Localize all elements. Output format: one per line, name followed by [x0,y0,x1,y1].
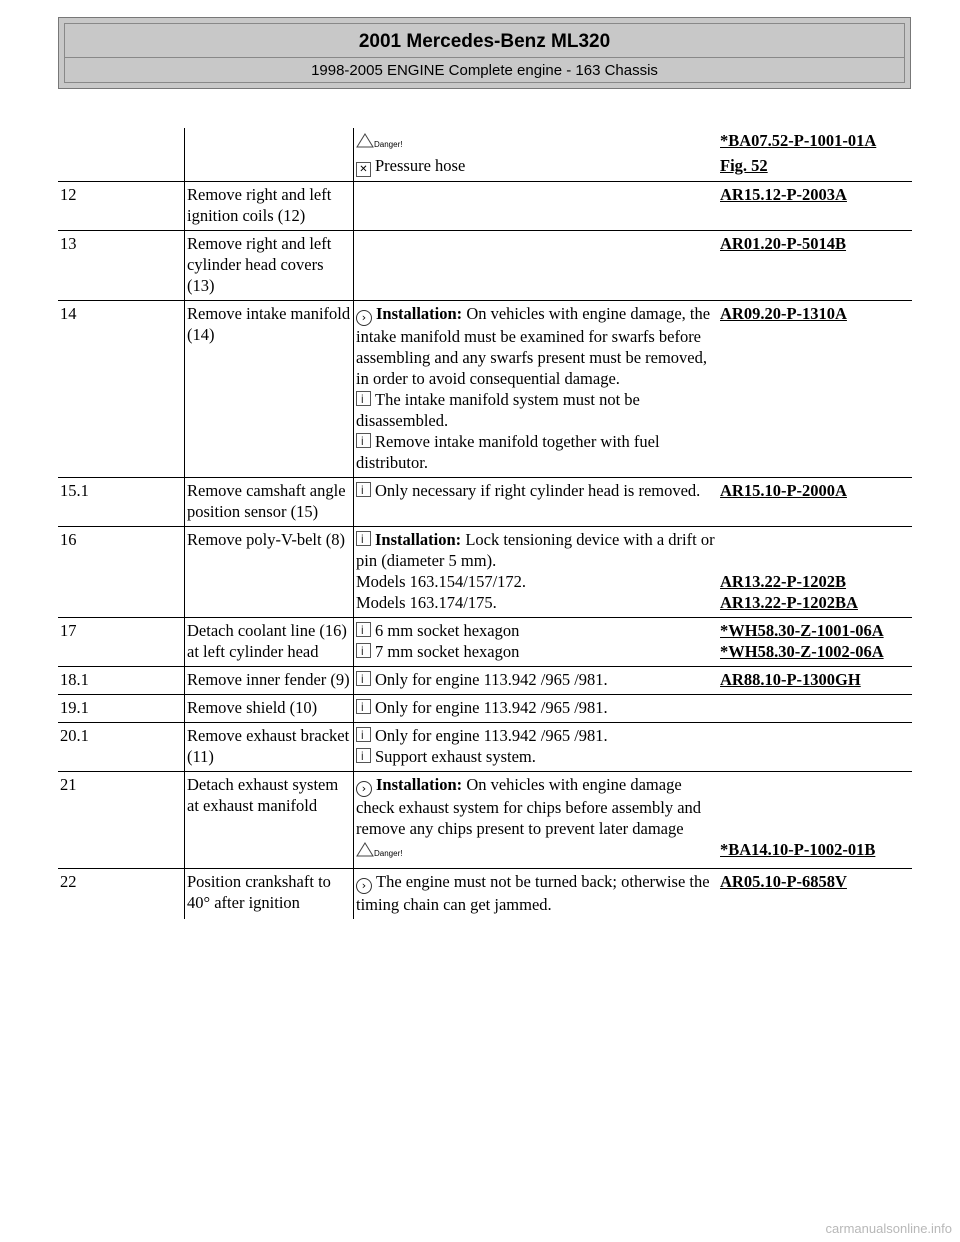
step-number: 19.1 [58,695,185,723]
step-action: Remove right and left ignition coils (12) [185,182,354,231]
reference-link[interactable]: AR01.20-P-5014B [720,234,847,253]
reference-spacer [720,746,910,767]
step-notes [354,772,719,869]
note-line [356,620,716,641]
note-text: Models 163.154/157/172. [356,572,527,591]
step-number: 22 [58,869,185,920]
reference-link[interactable]: AR88.10-P-1300GH [720,670,861,689]
note-text: The intake manifold system must not be disassembled. [356,390,640,430]
table-row [58,527,912,618]
reference-spacer [720,774,910,839]
table-row [58,667,912,695]
step-action: Remove inner fender (9) [185,667,354,695]
step-notes [354,182,719,231]
step-references [718,231,912,301]
table-row [58,772,912,869]
table-row [58,128,912,182]
step-number: 13 [58,231,185,301]
danger-icon [356,841,402,864]
note-text: Only for engine 113.942 /965 /981. [375,726,608,745]
header-inner [64,23,905,83]
step-references [718,527,912,618]
note-emphasis: Installation: [376,304,463,323]
reference-link[interactable]: AR15.12-P-2003A [720,185,847,204]
note-line [356,592,716,613]
step-number: 18.1 [58,667,185,695]
note-line [356,669,716,690]
step-notes [354,478,719,527]
step-references [718,182,912,231]
table-row [58,478,912,527]
note-text: Support exhaust system. [375,747,536,766]
reference-spacer [720,389,910,431]
note-line [356,233,716,254]
reference-link[interactable]: *BA14.10-P-1002-01B [720,840,876,859]
info-icon [356,727,371,742]
reference-link[interactable]: *WH58.30-Z-1001-06A [720,621,884,640]
step-notes [354,231,719,301]
step-notes [354,667,719,695]
reference-spacer [720,697,910,718]
note-line [356,871,716,915]
figure-icon: ✕ [356,162,371,177]
note-text: Only for engine 113.942 /965 /981. [375,670,608,689]
watermark: carmanualsonline.info [825,1221,952,1236]
reference-link[interactable]: AR13.22-P-1202B [720,572,847,591]
info-icon [356,671,371,686]
note-line [356,774,716,839]
step-number [58,128,185,182]
step-notes [354,723,719,772]
step-notes [354,695,719,723]
step-number: 14 [58,301,185,478]
step-action: Remove intake manifold (14) [185,301,354,478]
step-action: Detach coolant line (16) at left cylinder head [185,618,354,667]
note-line [356,571,716,592]
note-text: On vehicles with engine damage, the intake manifold must be examined for swarfs before assembling and any swarfs present must be removed, in order to avoid consequential damage. [356,304,711,388]
note-line [356,697,716,718]
note-line [356,746,716,767]
note-text: Only for engine 113.942 /965 /981. [375,698,608,717]
note-line [356,303,716,389]
note-text: Lock tensioning device with a drift or pin (diameter 5 mm). [356,530,715,570]
note-line [356,130,716,155]
info-icon [356,643,371,658]
step-references [718,618,912,667]
table-row [58,301,912,478]
table-row [58,723,912,772]
arrow-icon: › [356,310,372,326]
step-notes [354,869,719,920]
reference-spacer [720,529,910,571]
note-text: The engine must not be turned back; otherwise the timing chain can get jammed. [356,872,710,914]
note-line [356,155,716,177]
reference-link[interactable]: AR09.20-P-1310A [720,304,847,323]
reference-spacer [720,431,910,473]
info-icon [356,482,371,497]
step-notes [354,301,719,478]
step-number: 21 [58,772,185,869]
reference-link[interactable]: *BA07.52-P-1001-01A [720,131,877,150]
arrow-icon: › [356,781,372,797]
note-emphasis: Installation: [375,530,462,549]
step-number: 16 [58,527,185,618]
step-action: Remove camshaft angle position sensor (15) [185,478,354,527]
reference-link[interactable]: AR15.10-P-2000A [720,481,847,500]
note-line [356,184,716,205]
info-icon [356,622,371,637]
step-references [718,772,912,869]
reference-link[interactable]: *WH58.30-Z-1002-06A [720,642,884,661]
step-action: Position crankshaft to 40° after ignition [185,869,354,920]
header-subtitle: 1998-2005 ENGINE Complete engine - 163 Chassis [311,62,658,79]
step-action: Remove shield (10) [185,695,354,723]
step-references [718,128,912,182]
table-row [58,618,912,667]
info-icon [356,433,371,448]
note-line [356,529,716,571]
note-text: 7 mm socket hexagon [375,642,520,661]
step-number: 20.1 [58,723,185,772]
note-line [356,641,716,662]
reference-link[interactable]: Fig. 52 [720,156,768,175]
table-row [58,869,912,920]
step-references [718,695,912,723]
step-notes [354,527,719,618]
step-action: Remove poly-V-belt (8) [185,527,354,618]
document-header [58,17,911,89]
step-notes [354,128,719,182]
step-action: Detach exhaust system at exhaust manifold [185,772,354,869]
table-row [58,695,912,723]
reference-spacer [720,725,910,746]
table-row [58,182,912,231]
note-line [356,431,716,473]
reference-link[interactable]: AR05.10-P-6858V [720,872,847,891]
step-references [718,869,912,920]
danger-icon [356,132,402,155]
step-action: Remove exhaust bracket (11) [185,723,354,772]
note-line [356,480,716,501]
note-text: Pressure hose [375,156,466,175]
procedure-table [58,128,912,919]
info-icon [356,699,371,714]
arrow-icon: › [356,878,372,894]
note-emphasis: Installation: [376,775,463,794]
step-action: Remove right and left cylinder head covers (13) [185,231,354,301]
note-text: Only necessary if right cylinder head is removed. [375,481,701,500]
step-references [718,301,912,478]
note-text: Models 163.174/175. [356,593,497,612]
info-icon [356,531,371,546]
step-number: 15.1 [58,478,185,527]
step-references [718,723,912,772]
note-line [356,839,716,864]
info-icon [356,391,371,406]
note-text: Remove intake manifold together with fuel distributor. [356,432,660,472]
step-number: 12 [58,182,185,231]
note-line [356,725,716,746]
step-action [185,128,354,182]
note-text: 6 mm socket hexagon [375,621,520,640]
step-references [718,667,912,695]
reference-link[interactable]: AR13.22-P-1202BA [720,593,858,612]
table-row [58,231,912,301]
header-title: 2001 Mercedes-Benz ML320 [65,27,904,58]
danger-label: Danger! [374,140,403,149]
step-notes [354,618,719,667]
step-references [718,478,912,527]
danger-label: Danger! [374,849,403,858]
note-text: On vehicles with engine damage check exhaust system for chips before assembly and remove any chips present to prevent later damage [356,775,702,838]
step-number: 17 [58,618,185,667]
note-line [356,389,716,431]
info-icon [356,748,371,763]
